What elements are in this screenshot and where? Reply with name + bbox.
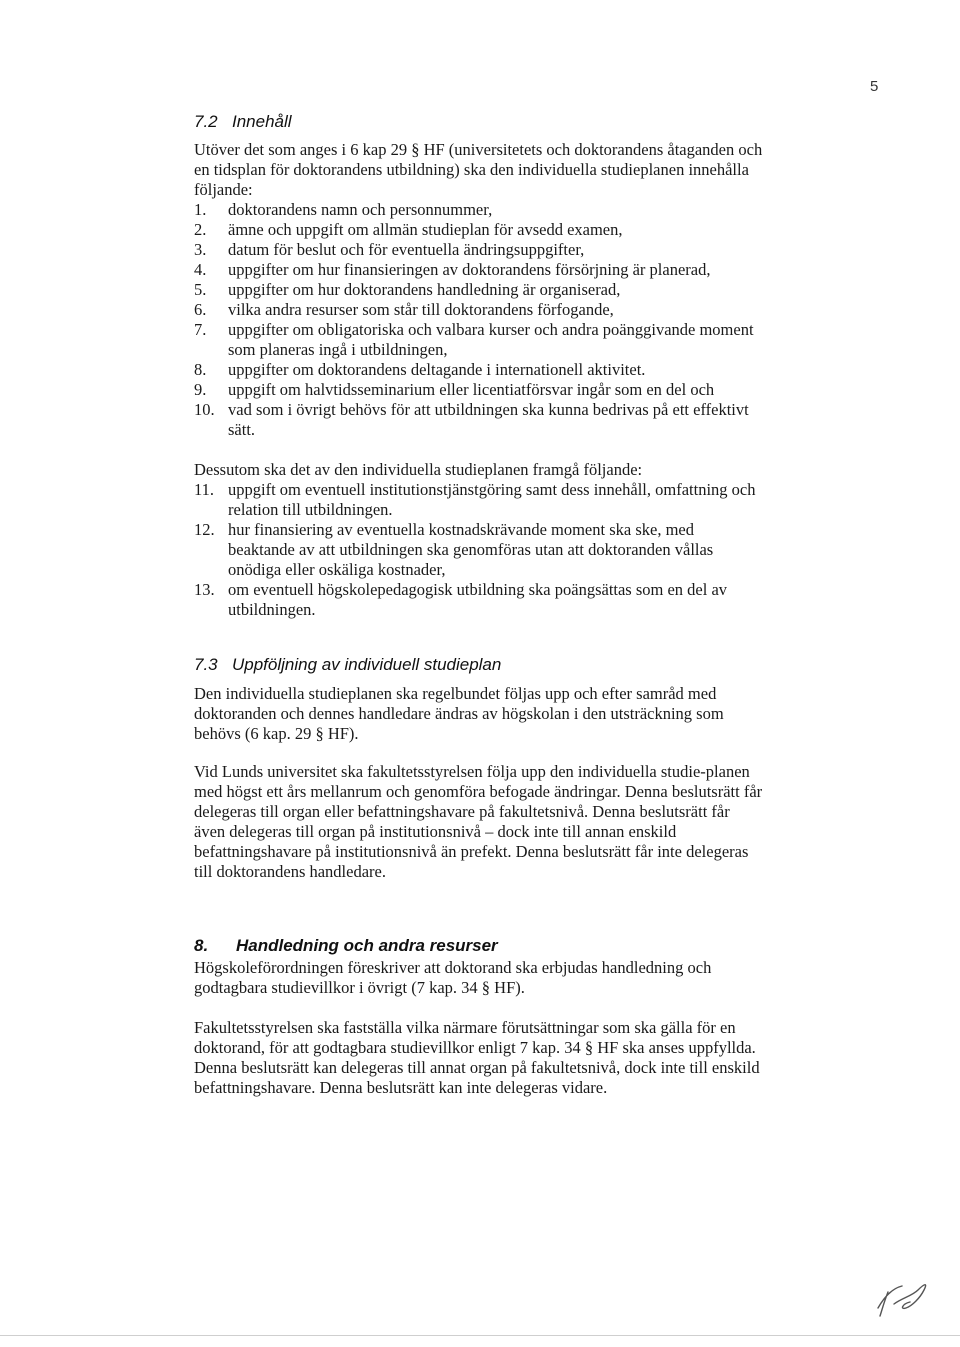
section-7-2-intro-2: Dessutom ska det av den individuella studieplanen framgå följande: (194, 460, 643, 479)
list-item: 2. ämne och uppgift om allmän studieplan för avsedd examen, (194, 220, 623, 239)
list-item: 4. uppgifter om hur finansieringen av doktorandens försörjning är planerad, (194, 260, 711, 279)
section-8-paragraph-2: Fakultetsstyrelsen ska fastställa vilka närmare förutsättningar som ska gälla för en doktorand, för att godtagbara studievillkor enligt 7 kap. 34 § HF ska anses uppfyllda. Denna beslutsrätt kan delegeras till annat organ på fakultetsnivå, dock inte till enskild befattningshavare. Denna beslutsrätt kan inte delegeras vidare. (194, 1018, 760, 1097)
list-item: 5. uppgifter om hur doktorandens handledning är organiserad, (194, 280, 621, 299)
handwritten-initials-icon (872, 1278, 932, 1318)
list-item: 6. vilka andra resurser som står till doktorandens förfogande, (194, 300, 614, 319)
list-item: 7. uppgifter om obligatoriska och valbara kurser och andra poänggivande moment som planeras ingå i utbildningen, (194, 320, 754, 359)
section-number: 7.2 (194, 112, 218, 131)
section-8-paragraph-1: Högskoleförordningen föreskriver att doktorand ska erbjudas handledning och godtagbara studievillkor i övrigt (7 kap. 34 § HF). (194, 958, 712, 997)
list-item: 13. om eventuell högskolepedagogisk utbildning ska poängsättas som en del av utbildningen. (194, 580, 728, 619)
section-number: 8. (194, 936, 209, 955)
list-item: 9. uppgift om halvtidsseminarium eller licentiatförsvar ingår som en del och (194, 380, 715, 399)
content-list-2 (194, 480, 764, 620)
section-number: 7.3 (194, 655, 218, 674)
list-item: 11. uppgift om eventuell institutionstjänstgöring samt dess innehåll, omfattning och relation till utbildningen. (194, 480, 756, 519)
section-title: Uppföljning av individuell studieplan (232, 655, 502, 674)
list-item: 3. datum för beslut och för eventuella ändringsuppgifter, (194, 240, 585, 259)
section-7-3-heading (194, 655, 501, 675)
list-item: 8. uppgifter om doktorandens deltagande i internationell aktivitet. (194, 360, 646, 379)
list-item: 1. doktorandens namn och personnummer, (194, 200, 493, 219)
section-7-3-paragraph-1: Den individuella studieplanen ska regelbundet följas upp och efter samråd med doktoranden och dennes handledare ändras av högskolan i den utsträckning som behövs (6 kap. 29 § HF). (194, 684, 724, 743)
section-title: Handledning och andra resurser (236, 936, 498, 955)
section-7-2-heading (194, 112, 292, 132)
list-item: 10. vad som i övrigt behövs för att utbildningen ska kunna bedrivas på ett effektivt sätt. (194, 400, 749, 439)
section-7-3-paragraph-2: Vid Lunds universitet ska fakultetsstyrelsen följa upp den individuella studie-planen med högst ett års mellanrum och genomföra befogade ändringar. Denna beslutsrätt får delegeras till organ eller befattningshavare på fakultetsnivå. Denna beslutsrätt får även delegeras till organ på institutionsnivå – dock inte till annan enskild befattningshavare på institutionsnivå än prefekt. Denna beslutsrätt får inte delegeras till doktorandens handledare. (194, 762, 763, 881)
section-8-heading (194, 936, 498, 956)
content-list (194, 200, 764, 440)
list-item: 12. hur finansiering av eventuella kostnadskrävande moment ska ske, med beaktande av att utbildningen ska genomföras utan att doktoranden vållas onödiga eller oskäliga kostnader, (194, 520, 714, 579)
page-bottom-rule (0, 1335, 960, 1336)
section-title: Innehåll (232, 112, 292, 131)
page-number: 5 (870, 78, 879, 95)
section-7-2-intro: Utöver det som anges i 6 kap 29 § HF (universitetets och doktorandens åtaganden och en tidsplan för doktorandens utbildning) ska den individuella studieplanen innehålla följande: (194, 140, 763, 199)
